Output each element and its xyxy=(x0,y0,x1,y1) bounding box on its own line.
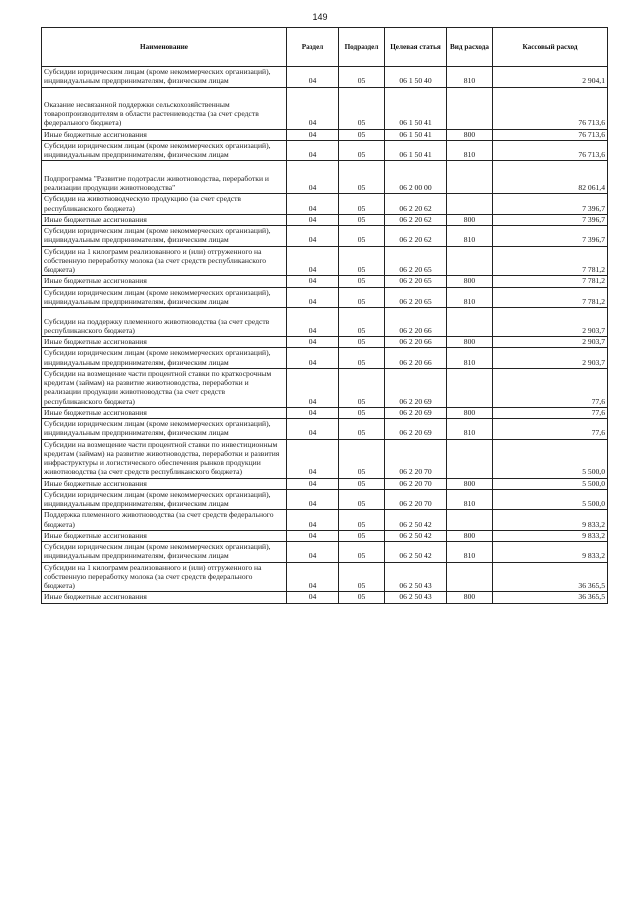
cell-razdel: 04 xyxy=(287,140,339,161)
cell-name: Поддержка племенного животноводства (за счет средств федерального бюджета) xyxy=(42,510,287,531)
cell-razdel: 04 xyxy=(287,478,339,489)
cell-name: Субсидии юридическим лицам (кроме некоммерческих организаций), индивидуальным предпринимателям, физическим лицам xyxy=(42,226,287,247)
cell-podrazdel: 05 xyxy=(339,161,385,194)
cell-podrazdel: 05 xyxy=(339,87,385,129)
cell-statya: 06 1 50 41 xyxy=(385,87,447,129)
cell-razdel: 04 xyxy=(287,276,339,287)
cell-podrazdel: 05 xyxy=(339,419,385,440)
cell-statya: 06 2 20 69 xyxy=(385,407,447,418)
cell-razdel: 04 xyxy=(287,226,339,247)
cell-rashod: 2 903,7 xyxy=(493,308,608,337)
cell-name: Оказание несвязанной поддержки сельскохозяйственным товаропроизводителям в области растениеводства (за счет средств федерального бюджета) xyxy=(42,87,287,129)
cell-podrazdel: 05 xyxy=(339,368,385,407)
table-row xyxy=(42,337,608,348)
cell-podrazdel: 05 xyxy=(339,194,385,215)
table-row xyxy=(42,407,608,418)
cell-podrazdel: 05 xyxy=(339,510,385,531)
cell-podrazdel: 05 xyxy=(339,226,385,247)
cell-podrazdel: 05 xyxy=(339,276,385,287)
cell-statya: 06 2 20 66 xyxy=(385,337,447,348)
cell-statya: 06 2 50 43 xyxy=(385,562,447,592)
cell-razdel: 04 xyxy=(287,407,339,418)
cell-rashod: 2 903,7 xyxy=(493,348,608,369)
table-row xyxy=(42,542,608,563)
cell-podrazdel: 05 xyxy=(339,129,385,140)
table-row xyxy=(42,67,608,88)
cell-statya: 06 2 20 69 xyxy=(385,419,447,440)
cell-statya: 06 2 50 42 xyxy=(385,542,447,563)
cell-name: Иные бюджетные ассигнования xyxy=(42,530,287,541)
cell-vid xyxy=(447,308,493,337)
cell-razdel: 04 xyxy=(287,308,339,337)
cell-statya: 06 2 50 42 xyxy=(385,530,447,541)
cell-vid: 810 xyxy=(447,287,493,308)
table-row xyxy=(42,489,608,510)
cell-name: Субсидии юридическим лицам (кроме некоммерческих организаций), индивидуальным предпринимателям, физическим лицам xyxy=(42,419,287,440)
cell-podrazdel: 05 xyxy=(339,439,385,478)
cell-vid xyxy=(447,368,493,407)
cell-statya: 06 2 50 43 xyxy=(385,592,447,603)
cell-podrazdel: 05 xyxy=(339,478,385,489)
cell-vid: 810 xyxy=(447,348,493,369)
cell-statya: 06 2 20 65 xyxy=(385,287,447,308)
cell-podrazdel: 05 xyxy=(339,246,385,276)
cell-razdel: 04 xyxy=(287,419,339,440)
table-row xyxy=(42,348,608,369)
cell-razdel: 04 xyxy=(287,337,339,348)
cell-podrazdel: 05 xyxy=(339,530,385,541)
cell-razdel: 04 xyxy=(287,161,339,194)
cell-razdel: 04 xyxy=(287,489,339,510)
cell-rashod: 77,6 xyxy=(493,368,608,407)
cell-vid: 800 xyxy=(447,592,493,603)
header-statya: Целевая статья xyxy=(385,28,447,67)
cell-statya: 06 2 20 65 xyxy=(385,276,447,287)
cell-rashod: 7 396,7 xyxy=(493,226,608,247)
cell-name: Субсидии на поддержку племенного животноводства (за счет средств республиканского бюджета) xyxy=(42,308,287,337)
header-vid: Вид расхода xyxy=(447,28,493,67)
cell-rashod: 7 781,2 xyxy=(493,287,608,308)
cell-name: Иные бюджетные ассигнования xyxy=(42,129,287,140)
cell-statya: 06 2 20 62 xyxy=(385,226,447,247)
cell-vid: 800 xyxy=(447,276,493,287)
table-row xyxy=(42,140,608,161)
cell-statya: 06 1 50 40 xyxy=(385,67,447,88)
table-row xyxy=(42,439,608,478)
table-row xyxy=(42,214,608,225)
cell-vid: 810 xyxy=(447,542,493,563)
table-row xyxy=(42,129,608,140)
cell-vid xyxy=(447,194,493,215)
cell-razdel: 04 xyxy=(287,530,339,541)
cell-name: Субсидии юридическим лицам (кроме некоммерческих организаций), индивидуальным предпринимателям, физическим лицам xyxy=(42,542,287,563)
cell-vid: 810 xyxy=(447,419,493,440)
cell-rashod: 82 061,4 xyxy=(493,161,608,194)
header-name: Наименование xyxy=(42,28,287,67)
cell-vid: 810 xyxy=(447,226,493,247)
cell-vid: 810 xyxy=(447,489,493,510)
cell-razdel: 04 xyxy=(287,562,339,592)
cell-name: Субсидии юридическим лицам (кроме некоммерческих организаций), индивидуальным предпринимателям, физическим лицам xyxy=(42,67,287,88)
table-row xyxy=(42,530,608,541)
cell-razdel: 04 xyxy=(287,368,339,407)
cell-vid: 800 xyxy=(447,478,493,489)
cell-statya: 06 1 50 41 xyxy=(385,140,447,161)
cell-rashod: 76 713,6 xyxy=(493,129,608,140)
table-body xyxy=(42,67,608,604)
table-row xyxy=(42,419,608,440)
table-row xyxy=(42,308,608,337)
cell-podrazdel: 05 xyxy=(339,592,385,603)
cell-name: Субсидии юридическим лицам (кроме некоммерческих организаций), индивидуальным предпринимателям, физическим лицам xyxy=(42,348,287,369)
page-number: 149 xyxy=(312,12,328,22)
cell-razdel: 04 xyxy=(287,542,339,563)
cell-razdel: 04 xyxy=(287,194,339,215)
cell-razdel: 04 xyxy=(287,439,339,478)
header-podrazdel: Подраздел xyxy=(339,28,385,67)
cell-rashod: 7 396,7 xyxy=(493,194,608,215)
table-header xyxy=(42,28,608,67)
cell-name: Субсидии юридическим лицам (кроме некоммерческих организаций), индивидуальным предпринимателям, физическим лицам xyxy=(42,287,287,308)
table-row xyxy=(42,562,608,592)
cell-razdel: 04 xyxy=(287,510,339,531)
cell-name: Субсидии юридическим лицам (кроме некоммерческих организаций), индивидуальным предпринимателям, физическим лицам xyxy=(42,489,287,510)
cell-vid xyxy=(447,246,493,276)
cell-podrazdel: 05 xyxy=(339,489,385,510)
cell-name: Иные бюджетные ассигнования xyxy=(42,214,287,225)
cell-podrazdel: 05 xyxy=(339,562,385,592)
cell-name: Иные бюджетные ассигнования xyxy=(42,592,287,603)
cell-podrazdel: 05 xyxy=(339,308,385,337)
cell-podrazdel: 05 xyxy=(339,348,385,369)
cell-vid: 800 xyxy=(447,337,493,348)
cell-razdel: 04 xyxy=(287,214,339,225)
cell-statya: 06 1 50 41 xyxy=(385,129,447,140)
cell-statya: 06 2 20 70 xyxy=(385,478,447,489)
cell-name: Иные бюджетные ассигнования xyxy=(42,407,287,418)
cell-vid: 800 xyxy=(447,530,493,541)
header-rashod: Кассовый расход xyxy=(493,28,608,67)
table-row xyxy=(42,368,608,407)
cell-podrazdel: 05 xyxy=(339,287,385,308)
cell-rashod: 9 833,2 xyxy=(493,510,608,531)
header-row xyxy=(42,28,608,67)
cell-vid xyxy=(447,439,493,478)
cell-name: Подпрограмма "Развитие подотрасли животноводства, переработки и реализации продукции животноводства" xyxy=(42,161,287,194)
cell-vid xyxy=(447,510,493,531)
cell-statya: 06 2 20 62 xyxy=(385,194,447,215)
cell-podrazdel: 05 xyxy=(339,542,385,563)
cell-rashod: 5 500,0 xyxy=(493,489,608,510)
cell-statya: 06 2 50 42 xyxy=(385,510,447,531)
cell-rashod: 2 904,1 xyxy=(493,67,608,88)
table-row xyxy=(42,592,608,603)
cell-rashod: 7 781,2 xyxy=(493,246,608,276)
cell-vid: 800 xyxy=(447,407,493,418)
cell-razdel: 04 xyxy=(287,592,339,603)
cell-statya: 06 2 00 00 xyxy=(385,161,447,194)
cell-rashod: 77,6 xyxy=(493,419,608,440)
cell-rashod: 36 365,5 xyxy=(493,562,608,592)
table-row xyxy=(42,194,608,215)
cell-name: Субсидии на животноводческую продукцию (за счет средств республиканского бюджета) xyxy=(42,194,287,215)
cell-rashod: 5 500,0 xyxy=(493,439,608,478)
cell-razdel: 04 xyxy=(287,67,339,88)
cell-razdel: 04 xyxy=(287,287,339,308)
cell-statya: 06 2 20 66 xyxy=(385,348,447,369)
table-row xyxy=(42,161,608,194)
cell-rashod: 36 365,5 xyxy=(493,592,608,603)
cell-name: Субсидии на 1 килограмм реализованного и (или) отгруженного на собственную переработку молока (за счет средств федерального бюджета) xyxy=(42,562,287,592)
cell-podrazdel: 05 xyxy=(339,67,385,88)
cell-vid xyxy=(447,161,493,194)
cell-vid: 810 xyxy=(447,67,493,88)
table-row xyxy=(42,226,608,247)
cell-vid xyxy=(447,87,493,129)
table-row xyxy=(42,478,608,489)
cell-rashod: 77,6 xyxy=(493,407,608,418)
cell-rashod: 76 713,6 xyxy=(493,140,608,161)
cell-name: Субсидии на возмещение части процентной ставки по инвестиционным кредитам (займам) на развитие животноводства, переработки и развития инфраструктуры и логистического обеспечения рынков продукции животноводства (за счет средств республиканского бюджета) xyxy=(42,439,287,478)
cell-podrazdel: 05 xyxy=(339,214,385,225)
cell-podrazdel: 05 xyxy=(339,337,385,348)
table-row xyxy=(42,87,608,129)
cell-name: Иные бюджетные ассигнования xyxy=(42,276,287,287)
cell-name: Субсидии на возмещение части процентной ставки по краткосрочным кредитам (займам) на развитие животноводства, переработки и реализации продукции животноводства (за счет средств республиканского бюджета) xyxy=(42,368,287,407)
cell-razdel: 04 xyxy=(287,87,339,129)
cell-statya: 06 2 20 69 xyxy=(385,368,447,407)
cell-name: Субсидии юридическим лицам (кроме некоммерческих организаций), индивидуальным предпринимателям, физическим лицам xyxy=(42,140,287,161)
cell-podrazdel: 05 xyxy=(339,140,385,161)
cell-rashod: 9 833,2 xyxy=(493,530,608,541)
cell-rashod: 9 833,2 xyxy=(493,542,608,563)
cell-vid xyxy=(447,562,493,592)
cell-rashod: 7 396,7 xyxy=(493,214,608,225)
cell-vid: 810 xyxy=(447,140,493,161)
table-row xyxy=(42,246,608,276)
cell-razdel: 04 xyxy=(287,246,339,276)
cell-statya: 06 2 20 66 xyxy=(385,308,447,337)
cell-vid: 800 xyxy=(447,129,493,140)
cell-razdel: 04 xyxy=(287,129,339,140)
cell-podrazdel: 05 xyxy=(339,407,385,418)
table-row xyxy=(42,510,608,531)
cell-statya: 06 2 20 62 xyxy=(385,214,447,225)
cell-rashod: 76 713,6 xyxy=(493,87,608,129)
cell-rashod: 2 903,7 xyxy=(493,337,608,348)
cell-name: Иные бюджетные ассигнования xyxy=(42,337,287,348)
header-razdel: Раздел xyxy=(287,28,339,67)
table-row xyxy=(42,287,608,308)
cell-statya: 06 2 20 65 xyxy=(385,246,447,276)
cell-name: Субсидии на 1 килограмм реализованного и (или) отгруженного на собственную переработку молока (за счет средств республиканского бюджета) xyxy=(42,246,287,276)
cell-statya: 06 2 20 70 xyxy=(385,439,447,478)
cell-rashod: 7 781,2 xyxy=(493,276,608,287)
table-row xyxy=(42,276,608,287)
cell-statya: 06 2 20 70 xyxy=(385,489,447,510)
budget-table xyxy=(41,27,608,604)
cell-rashod: 5 500,0 xyxy=(493,478,608,489)
cell-vid: 800 xyxy=(447,214,493,225)
cell-razdel: 04 xyxy=(287,348,339,369)
cell-name: Иные бюджетные ассигнования xyxy=(42,478,287,489)
